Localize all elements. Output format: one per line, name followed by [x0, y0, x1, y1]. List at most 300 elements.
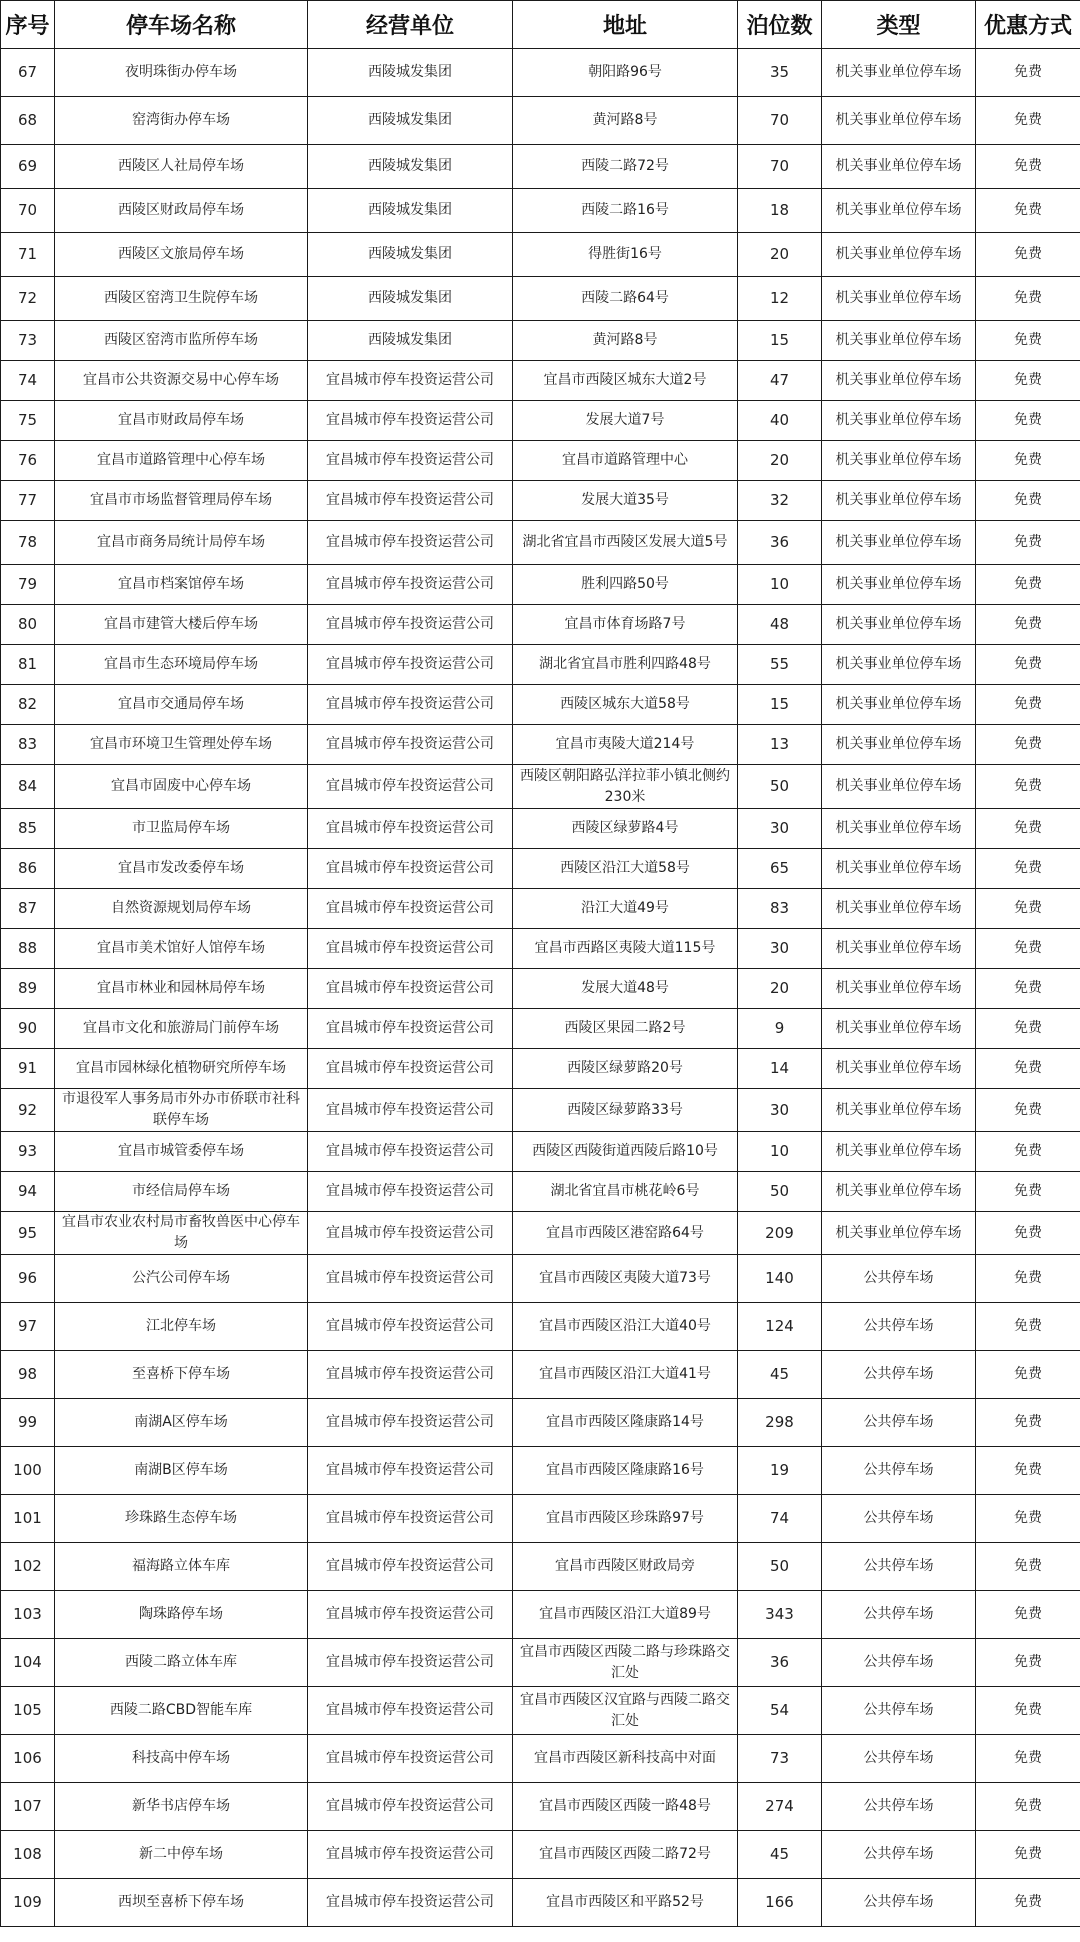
table-row — [1, 1399, 1080, 1447]
cell-index: 71 — [1, 233, 55, 277]
cell-spaces: 73 — [738, 1735, 822, 1783]
cell-type: 机关事业单位停车场 — [822, 605, 976, 645]
cell-spaces: 32 — [738, 481, 822, 521]
cell-operator: 宜昌城市停车投资运营公司 — [308, 1495, 513, 1543]
cell-type: 机关事业单位停车场 — [822, 889, 976, 929]
cell-type: 机关事业单位停车场 — [822, 725, 976, 765]
cell-type: 公共停车场 — [822, 1447, 976, 1495]
cell-discount: 免费 — [976, 481, 1080, 521]
cell-index: 104 — [1, 1639, 55, 1687]
table-row — [1, 1132, 1080, 1172]
cell-operator: 宜昌城市停车投资运营公司 — [308, 605, 513, 645]
cell-lot-name: 宜昌市建管大楼后停车场 — [55, 605, 308, 645]
cell-spaces: 47 — [738, 361, 822, 401]
header-address: 地址 — [513, 1, 738, 49]
cell-index: 87 — [1, 889, 55, 929]
cell-type: 机关事业单位停车场 — [822, 321, 976, 361]
cell-spaces: 124 — [738, 1303, 822, 1351]
cell-operator: 西陵城发集团 — [308, 145, 513, 189]
cell-operator: 宜昌城市停车投资运营公司 — [308, 1212, 513, 1255]
cell-lot-name: 西坝至喜桥下停车场 — [55, 1879, 308, 1927]
cell-address: 宜昌市道路管理中心 — [513, 441, 738, 481]
cell-address: 朝阳路96号 — [513, 49, 738, 97]
cell-lot-name: 宜昌市固废中心停车场 — [55, 765, 308, 809]
cell-index: 98 — [1, 1351, 55, 1399]
cell-type: 公共停车场 — [822, 1831, 976, 1879]
cell-lot-name: 西陵区文旅局停车场 — [55, 233, 308, 277]
cell-discount: 免费 — [976, 1687, 1080, 1735]
cell-spaces: 19 — [738, 1447, 822, 1495]
cell-discount: 免费 — [976, 645, 1080, 685]
cell-operator: 宜昌城市停车投资运营公司 — [308, 1399, 513, 1447]
cell-index: 102 — [1, 1543, 55, 1591]
cell-type: 机关事业单位停车场 — [822, 969, 976, 1009]
cell-operator: 宜昌城市停车投资运营公司 — [308, 1687, 513, 1735]
cell-index: 74 — [1, 361, 55, 401]
cell-index: 72 — [1, 277, 55, 321]
cell-operator: 宜昌城市停车投资运营公司 — [308, 1255, 513, 1303]
cell-type: 机关事业单位停车场 — [822, 765, 976, 809]
cell-discount: 免费 — [976, 1089, 1080, 1132]
cell-discount: 免费 — [976, 929, 1080, 969]
table-row — [1, 189, 1080, 233]
cell-lot-name: 宜昌市园林绿化植物研究所停车场 — [55, 1049, 308, 1089]
cell-lot-name: 市经信局停车场 — [55, 1172, 308, 1212]
cell-index: 92 — [1, 1089, 55, 1132]
cell-type: 机关事业单位停车场 — [822, 521, 976, 565]
cell-discount: 免费 — [976, 1735, 1080, 1783]
cell-discount: 免费 — [976, 605, 1080, 645]
cell-discount: 免费 — [976, 685, 1080, 725]
cell-operator: 宜昌城市停车投资运营公司 — [308, 969, 513, 1009]
cell-type: 机关事业单位停车场 — [822, 441, 976, 481]
cell-spaces: 15 — [738, 685, 822, 725]
cell-lot-name: 宜昌市城管委停车场 — [55, 1132, 308, 1172]
cell-index: 97 — [1, 1303, 55, 1351]
cell-type: 机关事业单位停车场 — [822, 277, 976, 321]
cell-address: 西陵区西陵街道西陵后路10号 — [513, 1132, 738, 1172]
cell-address: 宜昌市西陵区沿江大道41号 — [513, 1351, 738, 1399]
cell-lot-name: 宜昌市档案馆停车场 — [55, 565, 308, 605]
cell-index: 90 — [1, 1009, 55, 1049]
cell-discount: 免费 — [976, 1009, 1080, 1049]
cell-operator: 宜昌城市停车投资运营公司 — [308, 685, 513, 725]
table-header — [1, 1, 1080, 49]
cell-spaces: 36 — [738, 1639, 822, 1687]
cell-type: 公共停车场 — [822, 1591, 976, 1639]
cell-index: 103 — [1, 1591, 55, 1639]
table-row — [1, 1879, 1080, 1927]
cell-spaces: 70 — [738, 145, 822, 189]
table-row — [1, 401, 1080, 441]
cell-operator: 宜昌城市停车投资运营公司 — [308, 361, 513, 401]
cell-lot-name: 至喜桥下停车场 — [55, 1351, 308, 1399]
cell-address: 西陵区城东大道58号 — [513, 685, 738, 725]
table-row — [1, 889, 1080, 929]
table-row — [1, 1447, 1080, 1495]
cell-operator: 宜昌城市停车投资运营公司 — [308, 1447, 513, 1495]
table-row — [1, 1783, 1080, 1831]
cell-spaces: 35 — [738, 49, 822, 97]
cell-index: 108 — [1, 1831, 55, 1879]
cell-discount: 免费 — [976, 277, 1080, 321]
cell-spaces: 9 — [738, 1009, 822, 1049]
cell-spaces: 20 — [738, 233, 822, 277]
cell-discount: 免费 — [976, 49, 1080, 97]
cell-operator: 宜昌城市停车投资运营公司 — [308, 1783, 513, 1831]
cell-discount: 免费 — [976, 1049, 1080, 1089]
cell-address: 宜昌市西陵区沿江大道40号 — [513, 1303, 738, 1351]
cell-spaces: 83 — [738, 889, 822, 929]
cell-address: 得胜街16号 — [513, 233, 738, 277]
cell-operator: 宜昌城市停车投资运营公司 — [308, 1591, 513, 1639]
cell-address: 湖北省宜昌市桃花岭6号 — [513, 1172, 738, 1212]
table-row — [1, 1543, 1080, 1591]
cell-type: 公共停车场 — [822, 1255, 976, 1303]
cell-type: 机关事业单位停车场 — [822, 1089, 976, 1132]
cell-address: 西陵二路16号 — [513, 189, 738, 233]
cell-spaces: 10 — [738, 565, 822, 605]
cell-operator: 宜昌城市停车投资运营公司 — [308, 765, 513, 809]
cell-spaces: 36 — [738, 521, 822, 565]
table-row — [1, 49, 1080, 97]
cell-operator: 宜昌城市停车投资运营公司 — [308, 1132, 513, 1172]
cell-address: 西陵区绿萝路20号 — [513, 1049, 738, 1089]
cell-type: 机关事业单位停车场 — [822, 1049, 976, 1089]
table-row — [1, 1687, 1080, 1735]
table-row — [1, 1351, 1080, 1399]
cell-address: 宜昌市西陵区新科技高中对面 — [513, 1735, 738, 1783]
cell-spaces: 54 — [738, 1687, 822, 1735]
cell-lot-name: 宜昌市道路管理中心停车场 — [55, 441, 308, 481]
cell-lot-name: 宜昌市生态环境局停车场 — [55, 645, 308, 685]
cell-spaces: 20 — [738, 969, 822, 1009]
cell-address: 湖北省宜昌市胜利四路48号 — [513, 645, 738, 685]
cell-spaces: 70 — [738, 97, 822, 145]
cell-lot-name: 西陵区窑湾市监所停车场 — [55, 321, 308, 361]
cell-spaces: 50 — [738, 1172, 822, 1212]
cell-discount: 免费 — [976, 889, 1080, 929]
table-row — [1, 1009, 1080, 1049]
cell-discount: 免费 — [976, 969, 1080, 1009]
cell-discount: 免费 — [976, 809, 1080, 849]
table-row — [1, 1639, 1080, 1687]
cell-type: 公共停车场 — [822, 1351, 976, 1399]
cell-index: 83 — [1, 725, 55, 765]
cell-address: 宜昌市西陵区城东大道2号 — [513, 361, 738, 401]
cell-address: 宜昌市西陵区隆康路14号 — [513, 1399, 738, 1447]
cell-discount: 免费 — [976, 725, 1080, 765]
cell-spaces: 298 — [738, 1399, 822, 1447]
cell-spaces: 15 — [738, 321, 822, 361]
cell-type: 机关事业单位停车场 — [822, 481, 976, 521]
cell-spaces: 65 — [738, 849, 822, 889]
cell-operator: 宜昌城市停车投资运营公司 — [308, 849, 513, 889]
cell-type: 机关事业单位停车场 — [822, 49, 976, 97]
cell-operator: 西陵城发集团 — [308, 97, 513, 145]
table-row — [1, 1591, 1080, 1639]
cell-lot-name: 市退役军人事务局市外办市侨联市社科联停车场 — [55, 1089, 308, 1132]
cell-address: 黄河路8号 — [513, 321, 738, 361]
cell-discount: 免费 — [976, 233, 1080, 277]
cell-index: 80 — [1, 605, 55, 645]
cell-operator: 宜昌城市停车投资运营公司 — [308, 1831, 513, 1879]
cell-type: 公共停车场 — [822, 1303, 976, 1351]
header-row — [1, 1, 1080, 49]
cell-spaces: 48 — [738, 605, 822, 645]
cell-type: 机关事业单位停车场 — [822, 645, 976, 685]
table-row — [1, 145, 1080, 189]
cell-discount: 免费 — [976, 1212, 1080, 1255]
cell-index: 109 — [1, 1879, 55, 1927]
cell-lot-name: 江北停车场 — [55, 1303, 308, 1351]
cell-discount: 免费 — [976, 1591, 1080, 1639]
cell-operator: 宜昌城市停车投资运营公司 — [308, 521, 513, 565]
cell-discount: 免费 — [976, 145, 1080, 189]
cell-lot-name: 宜昌市农业农村局市畜牧兽医中心停车场 — [55, 1212, 308, 1255]
cell-type: 机关事业单位停车场 — [822, 1212, 976, 1255]
cell-index: 96 — [1, 1255, 55, 1303]
cell-spaces: 40 — [738, 401, 822, 441]
cell-lot-name: 宜昌市林业和园林局停车场 — [55, 969, 308, 1009]
cell-operator: 宜昌城市停车投资运营公司 — [308, 929, 513, 969]
cell-type: 机关事业单位停车场 — [822, 849, 976, 889]
cell-address: 发展大道35号 — [513, 481, 738, 521]
cell-discount: 免费 — [976, 849, 1080, 889]
table-row — [1, 361, 1080, 401]
cell-spaces: 13 — [738, 725, 822, 765]
cell-discount: 免费 — [976, 97, 1080, 145]
table-row — [1, 1303, 1080, 1351]
cell-lot-name: 南湖B区停车场 — [55, 1447, 308, 1495]
cell-discount: 免费 — [976, 361, 1080, 401]
cell-address: 宜昌市西陵区珍珠路97号 — [513, 1495, 738, 1543]
cell-spaces: 74 — [738, 1495, 822, 1543]
cell-discount: 免费 — [976, 1639, 1080, 1687]
cell-index: 82 — [1, 685, 55, 725]
cell-operator: 宜昌城市停车投资运营公司 — [308, 565, 513, 605]
cell-discount: 免费 — [976, 1543, 1080, 1591]
cell-address: 发展大道48号 — [513, 969, 738, 1009]
cell-type: 机关事业单位停车场 — [822, 929, 976, 969]
cell-spaces: 10 — [738, 1132, 822, 1172]
cell-spaces: 45 — [738, 1351, 822, 1399]
cell-type: 机关事业单位停车场 — [822, 189, 976, 233]
cell-lot-name: 福海路立体车库 — [55, 1543, 308, 1591]
cell-type: 公共停车场 — [822, 1735, 976, 1783]
table-row — [1, 605, 1080, 645]
cell-index: 68 — [1, 97, 55, 145]
cell-address: 西陵区朝阳路弘洋拉菲小镇北侧约230米 — [513, 765, 738, 809]
cell-discount: 免费 — [976, 1132, 1080, 1172]
cell-lot-name: 宜昌市商务局统计局停车场 — [55, 521, 308, 565]
cell-address: 宜昌市西陵区港窑路64号 — [513, 1212, 738, 1255]
cell-index: 69 — [1, 145, 55, 189]
header-discount: 优惠方式 — [976, 1, 1080, 49]
cell-type: 机关事业单位停车场 — [822, 145, 976, 189]
cell-index: 73 — [1, 321, 55, 361]
header-type: 类型 — [822, 1, 976, 49]
table-row — [1, 809, 1080, 849]
cell-discount: 免费 — [976, 401, 1080, 441]
table-body — [1, 49, 1080, 1927]
table-row — [1, 97, 1080, 145]
cell-spaces: 166 — [738, 1879, 822, 1927]
table-row — [1, 521, 1080, 565]
table-row — [1, 1255, 1080, 1303]
cell-type: 机关事业单位停车场 — [822, 361, 976, 401]
cell-index: 88 — [1, 929, 55, 969]
cell-type: 机关事业单位停车场 — [822, 809, 976, 849]
cell-discount: 免费 — [976, 321, 1080, 361]
header-lot-name: 停车场名称 — [55, 1, 308, 49]
table-row — [1, 969, 1080, 1009]
table-row — [1, 565, 1080, 605]
table-row — [1, 1212, 1080, 1255]
cell-address: 西陵二路64号 — [513, 277, 738, 321]
cell-index: 85 — [1, 809, 55, 849]
cell-discount: 免费 — [976, 1303, 1080, 1351]
cell-spaces: 30 — [738, 809, 822, 849]
cell-discount: 免费 — [976, 1447, 1080, 1495]
cell-spaces: 274 — [738, 1783, 822, 1831]
cell-discount: 免费 — [976, 1172, 1080, 1212]
cell-discount: 免费 — [976, 1831, 1080, 1879]
cell-lot-name: 新华书店停车场 — [55, 1783, 308, 1831]
cell-address: 宜昌市西路区夷陵大道115号 — [513, 929, 738, 969]
cell-type: 机关事业单位停车场 — [822, 1172, 976, 1212]
cell-operator: 宜昌城市停车投资运营公司 — [308, 1172, 513, 1212]
cell-lot-name: 宜昌市环境卫生管理处停车场 — [55, 725, 308, 765]
cell-spaces: 18 — [738, 189, 822, 233]
cell-lot-name: 宜昌市发改委停车场 — [55, 849, 308, 889]
cell-lot-name: 西陵二路CBD智能车库 — [55, 1687, 308, 1735]
cell-lot-name: 南湖A区停车场 — [55, 1399, 308, 1447]
cell-operator: 宜昌城市停车投资运营公司 — [308, 1303, 513, 1351]
table-row — [1, 765, 1080, 809]
cell-spaces: 30 — [738, 929, 822, 969]
table-row — [1, 725, 1080, 765]
cell-spaces: 20 — [738, 441, 822, 481]
cell-discount: 免费 — [976, 441, 1080, 481]
cell-address: 宜昌市体育场路7号 — [513, 605, 738, 645]
table-row — [1, 849, 1080, 889]
cell-index: 99 — [1, 1399, 55, 1447]
cell-lot-name: 西陵区财政局停车场 — [55, 189, 308, 233]
cell-address: 西陵区沿江大道58号 — [513, 849, 738, 889]
cell-type: 机关事业单位停车场 — [822, 1009, 976, 1049]
table-row — [1, 1172, 1080, 1212]
cell-index: 70 — [1, 189, 55, 233]
cell-operator: 宜昌城市停车投资运营公司 — [308, 809, 513, 849]
cell-index: 79 — [1, 565, 55, 605]
cell-type: 公共停车场 — [822, 1495, 976, 1543]
cell-discount: 免费 — [976, 1783, 1080, 1831]
cell-operator: 宜昌城市停车投资运营公司 — [308, 481, 513, 521]
cell-operator: 宜昌城市停车投资运营公司 — [308, 1735, 513, 1783]
cell-lot-name: 自然资源规划局停车场 — [55, 889, 308, 929]
cell-address: 宜昌市西陵区西陵二路与珍珠路交汇处 — [513, 1639, 738, 1687]
cell-index: 78 — [1, 521, 55, 565]
cell-spaces: 45 — [738, 1831, 822, 1879]
cell-lot-name: 西陵区人社局停车场 — [55, 145, 308, 189]
cell-operator: 西陵城发集团 — [308, 321, 513, 361]
cell-address: 胜利四路50号 — [513, 565, 738, 605]
cell-type: 机关事业单位停车场 — [822, 233, 976, 277]
cell-lot-name: 宜昌市美术馆好人馆停车场 — [55, 929, 308, 969]
cell-index: 89 — [1, 969, 55, 1009]
cell-operator: 宜昌城市停车投资运营公司 — [308, 1009, 513, 1049]
cell-index: 100 — [1, 1447, 55, 1495]
cell-operator: 宜昌城市停车投资运营公司 — [308, 725, 513, 765]
cell-discount: 免费 — [976, 189, 1080, 233]
cell-lot-name: 西陵二路立体车库 — [55, 1639, 308, 1687]
cell-lot-name: 宜昌市市场监督管理局停车场 — [55, 481, 308, 521]
cell-operator: 宜昌城市停车投资运营公司 — [308, 441, 513, 481]
cell-type: 机关事业单位停车场 — [822, 565, 976, 605]
cell-index: 106 — [1, 1735, 55, 1783]
cell-operator: 宜昌城市停车投资运营公司 — [308, 645, 513, 685]
cell-discount: 免费 — [976, 565, 1080, 605]
table-row — [1, 1495, 1080, 1543]
cell-spaces: 14 — [738, 1049, 822, 1089]
cell-lot-name: 宜昌市公共资源交易中心停车场 — [55, 361, 308, 401]
cell-spaces: 209 — [738, 1212, 822, 1255]
cell-index: 81 — [1, 645, 55, 685]
cell-address: 湖北省宜昌市西陵区发展大道5号 — [513, 521, 738, 565]
table-row — [1, 321, 1080, 361]
cell-discount: 免费 — [976, 521, 1080, 565]
cell-type: 公共停车场 — [822, 1879, 976, 1927]
cell-operator: 西陵城发集团 — [308, 277, 513, 321]
cell-lot-name: 宜昌市交通局停车场 — [55, 685, 308, 725]
cell-lot-name: 新二中停车场 — [55, 1831, 308, 1879]
cell-type: 公共停车场 — [822, 1399, 976, 1447]
table-row — [1, 1089, 1080, 1132]
cell-operator: 西陵城发集团 — [308, 233, 513, 277]
cell-spaces: 50 — [738, 765, 822, 809]
cell-discount: 免费 — [976, 1351, 1080, 1399]
cell-spaces: 12 — [738, 277, 822, 321]
table-row — [1, 1735, 1080, 1783]
table-row — [1, 441, 1080, 481]
cell-operator: 西陵城发集团 — [308, 189, 513, 233]
table-row — [1, 1049, 1080, 1089]
cell-index: 93 — [1, 1132, 55, 1172]
cell-operator: 西陵城发集团 — [308, 49, 513, 97]
cell-address: 宜昌市西陵区沿江大道89号 — [513, 1591, 738, 1639]
cell-index: 95 — [1, 1212, 55, 1255]
cell-index: 91 — [1, 1049, 55, 1089]
header-spaces: 泊位数 — [738, 1, 822, 49]
table-row — [1, 1831, 1080, 1879]
cell-index: 75 — [1, 401, 55, 441]
table-row — [1, 685, 1080, 725]
cell-lot-name: 西陵区窑湾卫生院停车场 — [55, 277, 308, 321]
cell-operator: 宜昌城市停车投资运营公司 — [308, 1543, 513, 1591]
cell-address: 沿江大道49号 — [513, 889, 738, 929]
cell-type: 公共停车场 — [822, 1783, 976, 1831]
cell-type: 公共停车场 — [822, 1639, 976, 1687]
cell-discount: 免费 — [976, 1399, 1080, 1447]
header-operator: 经营单位 — [308, 1, 513, 49]
table-row — [1, 929, 1080, 969]
cell-type: 机关事业单位停车场 — [822, 97, 976, 145]
cell-type: 机关事业单位停车场 — [822, 401, 976, 441]
cell-index: 84 — [1, 765, 55, 809]
cell-address: 宜昌市西陵区夷陵大道73号 — [513, 1255, 738, 1303]
cell-type: 公共停车场 — [822, 1687, 976, 1735]
